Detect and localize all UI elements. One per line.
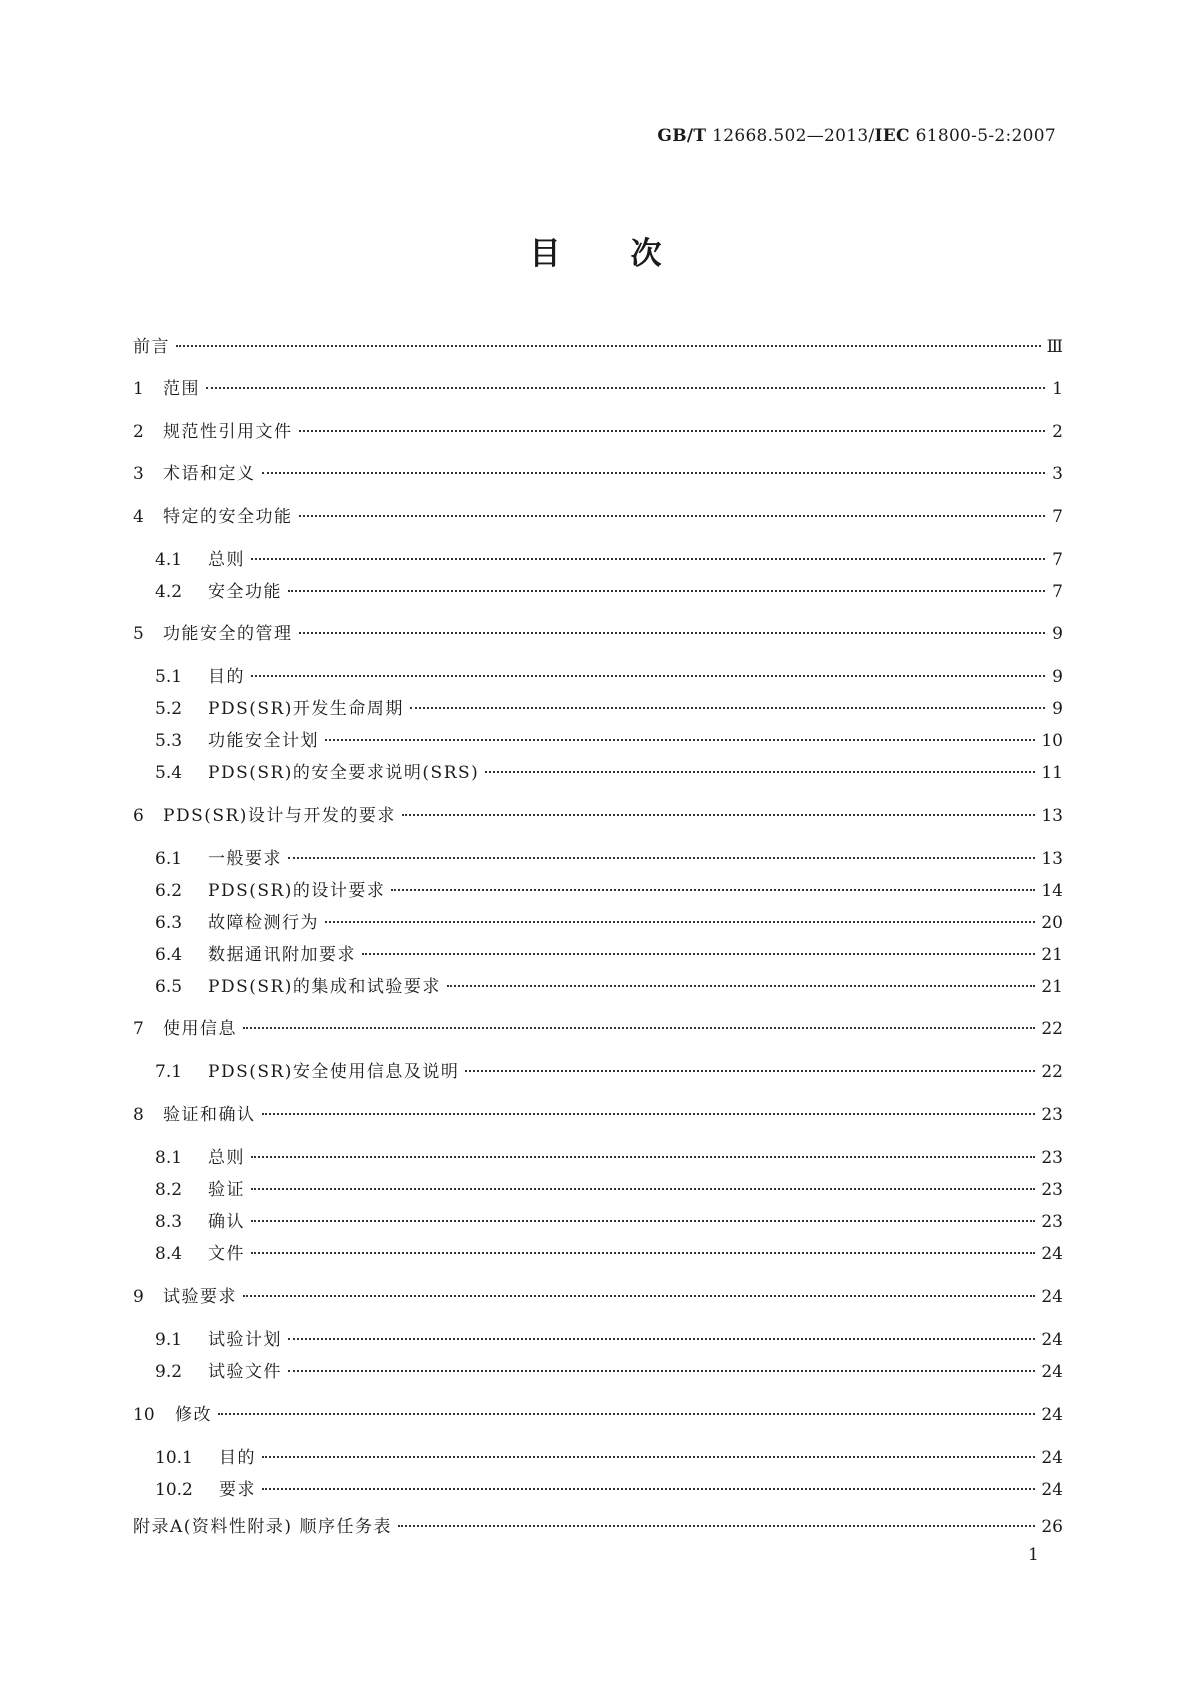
toc-leader	[398, 1525, 1035, 1527]
toc-entry-number: 5.1	[155, 667, 183, 687]
iec-number: 61800-5-2:2007	[915, 126, 1056, 146]
toc-leader	[288, 857, 1035, 859]
toc-entry-label: 试验计划	[208, 1330, 282, 1350]
toc-entry-number: 5	[133, 624, 144, 644]
toc-entry[interactable]	[155, 848, 1063, 870]
toc-leader	[251, 1188, 1035, 1190]
toc-entry-page: 24	[1041, 1405, 1063, 1425]
toc-entry-page: 1	[1052, 379, 1063, 399]
toc-entry-number: 6.3	[155, 913, 183, 933]
toc-entry-page: Ⅲ	[1046, 337, 1063, 357]
toc-leader	[206, 387, 1045, 389]
toc-entry[interactable]	[155, 1479, 1063, 1501]
toc-entry-label: 要求	[219, 1480, 256, 1500]
toc-entry-number: 3	[133, 464, 144, 484]
toc-leader	[262, 472, 1046, 474]
toc-entry-number: 7	[133, 1019, 144, 1039]
toc-entry[interactable]	[133, 1516, 1063, 1538]
toc-entry-label: 试验文件	[208, 1362, 282, 1382]
toc-entry-page: 7	[1052, 550, 1063, 570]
toc-leader	[218, 1413, 1035, 1415]
toc-entry-page: 9	[1052, 667, 1063, 687]
toc-entry[interactable]	[155, 944, 1063, 966]
toc-leader	[262, 1113, 1036, 1115]
toc-leader	[262, 1456, 1035, 1458]
toc-entry-label: 验证和确认	[163, 1105, 256, 1125]
toc-leader	[176, 345, 1041, 347]
toc-entry-number: 8	[133, 1105, 144, 1125]
toc-entry-page: 9	[1052, 699, 1063, 719]
toc-entry-page: 13	[1041, 806, 1063, 826]
toc-entry-label: 验证	[208, 1180, 245, 1200]
standard-prefix: GB/T	[657, 126, 707, 146]
toc-leader	[299, 515, 1046, 517]
toc-entry-label: 确认	[208, 1212, 245, 1232]
toc-entry-label: PDS(SR)的安全要求说明(SRS)	[208, 763, 480, 783]
toc-entry[interactable]	[155, 1447, 1063, 1469]
toc-entry-label: 附录A(资料性附录) 顺序任务表	[133, 1517, 392, 1537]
toc-entry-label: PDS(SR)的集成和试验要求	[208, 977, 441, 997]
toc-entry-page: 24	[1041, 1448, 1063, 1468]
toc-leader	[243, 1027, 1035, 1029]
toc-leader	[362, 953, 1035, 955]
toc-entry[interactable]	[155, 1361, 1063, 1383]
toc-entry-label: 故障检测行为	[208, 913, 319, 933]
toc-leader	[251, 558, 1045, 560]
toc-entry-page: 23	[1041, 1148, 1063, 1168]
toc-leader	[288, 590, 1045, 592]
toc-leader	[251, 1252, 1035, 1254]
toc-leader	[325, 739, 1035, 741]
toc-entry-page: 9	[1052, 624, 1063, 644]
toc-entry-label: PDS(SR)开发生命周期	[208, 699, 404, 719]
toc-entry-number: 4	[133, 507, 144, 527]
toc-entry-number: 5.3	[155, 731, 183, 751]
toc-entry[interactable]	[155, 1211, 1063, 1233]
toc-entry[interactable]	[155, 1179, 1063, 1201]
toc-entry-number: 6.5	[155, 977, 183, 997]
toc-entry-label: 试验要求	[163, 1287, 237, 1307]
toc-leader	[299, 430, 1046, 432]
toc-entry-label: PDS(SR)设计与开发的要求	[163, 806, 396, 826]
toc-entry-number: 4.1	[155, 550, 183, 570]
page-number: 1	[1028, 1545, 1039, 1565]
toc-entry[interactable]	[155, 698, 1063, 720]
toc-entry[interactable]	[133, 336, 1063, 358]
toc-entry[interactable]	[155, 762, 1063, 784]
toc-entry-number: 8.4	[155, 1244, 183, 1264]
toc-entry-number: 8.3	[155, 1212, 183, 1232]
toc-entry-label: 特定的安全功能	[163, 507, 293, 527]
toc-entry[interactable]	[155, 581, 1063, 603]
toc-entry-page: 10	[1041, 731, 1063, 751]
toc-leader	[251, 675, 1045, 677]
toc-entry-number: 9	[133, 1287, 144, 1307]
toc-entry-number: 1	[133, 379, 144, 399]
toc-entry-page: 23	[1041, 1180, 1063, 1200]
toc-entry-page: 21	[1041, 977, 1063, 997]
toc-entry[interactable]	[155, 666, 1063, 688]
toc-entry[interactable]	[155, 730, 1063, 752]
toc-leader	[325, 921, 1035, 923]
toc-entry-page: 2	[1052, 422, 1063, 442]
toc-entry-page: 26	[1041, 1517, 1063, 1537]
toc-leader	[465, 1070, 1035, 1072]
toc-entry-label: 目的	[208, 667, 245, 687]
toc-leader	[251, 1220, 1035, 1222]
toc-entry-number: 9.2	[155, 1362, 183, 1382]
toc-entry-label: 安全功能	[208, 582, 282, 602]
toc-entry-label: 总则	[208, 550, 245, 570]
toc-entry[interactable]	[133, 378, 1063, 400]
toc-entry-page: 21	[1041, 945, 1063, 965]
toc-entry[interactable]	[155, 1061, 1063, 1083]
toc-entry-number: 2	[133, 422, 144, 442]
toc-entry[interactable]	[133, 1018, 1063, 1040]
toc-leader	[410, 707, 1045, 709]
toc-entry-number: 5.4	[155, 763, 183, 783]
toc-leader	[447, 985, 1035, 987]
toc-entry-label: 总则	[208, 1148, 245, 1168]
toc-entry-number: 10	[133, 1405, 155, 1425]
toc-entry-label: 数据通讯附加要求	[208, 945, 356, 965]
toc-entry-number: 7.1	[155, 1062, 183, 1082]
toc-entry-number: 6.4	[155, 945, 183, 965]
toc-entry-label: 目的	[219, 1448, 256, 1468]
toc-entry-page: 24	[1041, 1362, 1063, 1382]
toc-entry-label: 前言	[133, 337, 170, 357]
toc-entry-label: 文件	[208, 1244, 245, 1264]
toc-entry-number: 10.1	[155, 1448, 193, 1468]
toc-leader	[391, 889, 1035, 891]
toc-entry-page: 22	[1041, 1062, 1063, 1082]
toc-entry[interactable]	[133, 623, 1063, 645]
toc-entry-page: 11	[1041, 763, 1063, 783]
toc-entry-page: 7	[1052, 507, 1063, 527]
toc-entry-label: 范围	[163, 379, 200, 399]
toc-entry-page: 24	[1041, 1330, 1063, 1350]
toc-entry[interactable]	[133, 1104, 1063, 1126]
toc-entry[interactable]	[155, 976, 1063, 998]
toc-entry-number: 5.2	[155, 699, 183, 719]
iec-prefix: IEC	[874, 126, 910, 146]
toc-entry-label: 一般要求	[208, 849, 282, 869]
toc-entry-page: 7	[1052, 582, 1063, 602]
toc-leader	[288, 1338, 1035, 1340]
toc-entry-label: PDS(SR)安全使用信息及说明	[208, 1062, 460, 1082]
toc-entry-page: 22	[1041, 1019, 1063, 1039]
toc-entry[interactable]	[155, 549, 1063, 571]
toc-entry[interactable]	[133, 1404, 1063, 1426]
standard-number: 12668.502—2013/	[712, 126, 875, 146]
toc-entry-page: 23	[1041, 1212, 1063, 1232]
toc-entry-page: 20	[1041, 913, 1063, 933]
toc-entry-label: 使用信息	[163, 1019, 237, 1039]
toc-entry-number: 9.1	[155, 1330, 183, 1350]
toc-entry-number: 6	[133, 806, 144, 826]
toc-leader	[262, 1488, 1035, 1490]
toc-entry[interactable]	[155, 1147, 1063, 1169]
toc-entry-page: 23	[1041, 1105, 1063, 1125]
toc-entry-number: 4.2	[155, 582, 183, 602]
page-title: 目次	[529, 236, 732, 272]
toc-entry-number: 10.2	[155, 1480, 193, 1500]
toc-entry-number: 6.1	[155, 849, 183, 869]
standard-header	[657, 126, 1056, 146]
toc-entry-label: 术语和定义	[163, 464, 256, 484]
toc-entry[interactable]	[155, 912, 1063, 934]
toc-entry-number: 6.2	[155, 881, 183, 901]
toc-leader	[299, 632, 1046, 634]
toc-entry[interactable]	[133, 421, 1063, 443]
toc-leader	[243, 1295, 1035, 1297]
toc-entry[interactable]	[133, 1286, 1063, 1308]
toc-entry[interactable]	[133, 805, 1063, 827]
toc-entry-number: 8.2	[155, 1180, 183, 1200]
toc-entry-label: 修改	[175, 1405, 212, 1425]
toc-leader	[402, 814, 1035, 816]
toc-entry[interactable]	[133, 463, 1063, 485]
toc-entry-label: 功能安全的管理	[163, 624, 293, 644]
toc-entry[interactable]	[155, 1329, 1063, 1351]
toc-entry-label: 规范性引用文件	[163, 422, 293, 442]
toc-leader	[485, 771, 1035, 773]
toc-entry-page: 24	[1041, 1244, 1063, 1264]
toc-entry-page: 13	[1041, 849, 1063, 869]
toc-entry-label: 功能安全计划	[208, 731, 319, 751]
toc-entry-page: 24	[1041, 1287, 1063, 1307]
toc-entry-page: 3	[1052, 464, 1063, 484]
toc-leader	[251, 1156, 1035, 1158]
toc-entry[interactable]	[155, 1243, 1063, 1265]
toc-leader	[288, 1370, 1035, 1372]
toc-entry[interactable]	[155, 880, 1063, 902]
toc-entry-label: PDS(SR)的设计要求	[208, 881, 386, 901]
toc-entry[interactable]	[133, 506, 1063, 528]
toc-entry-page: 24	[1041, 1480, 1063, 1500]
toc-entry-page: 14	[1041, 881, 1063, 901]
toc-entry-number: 8.1	[155, 1148, 183, 1168]
